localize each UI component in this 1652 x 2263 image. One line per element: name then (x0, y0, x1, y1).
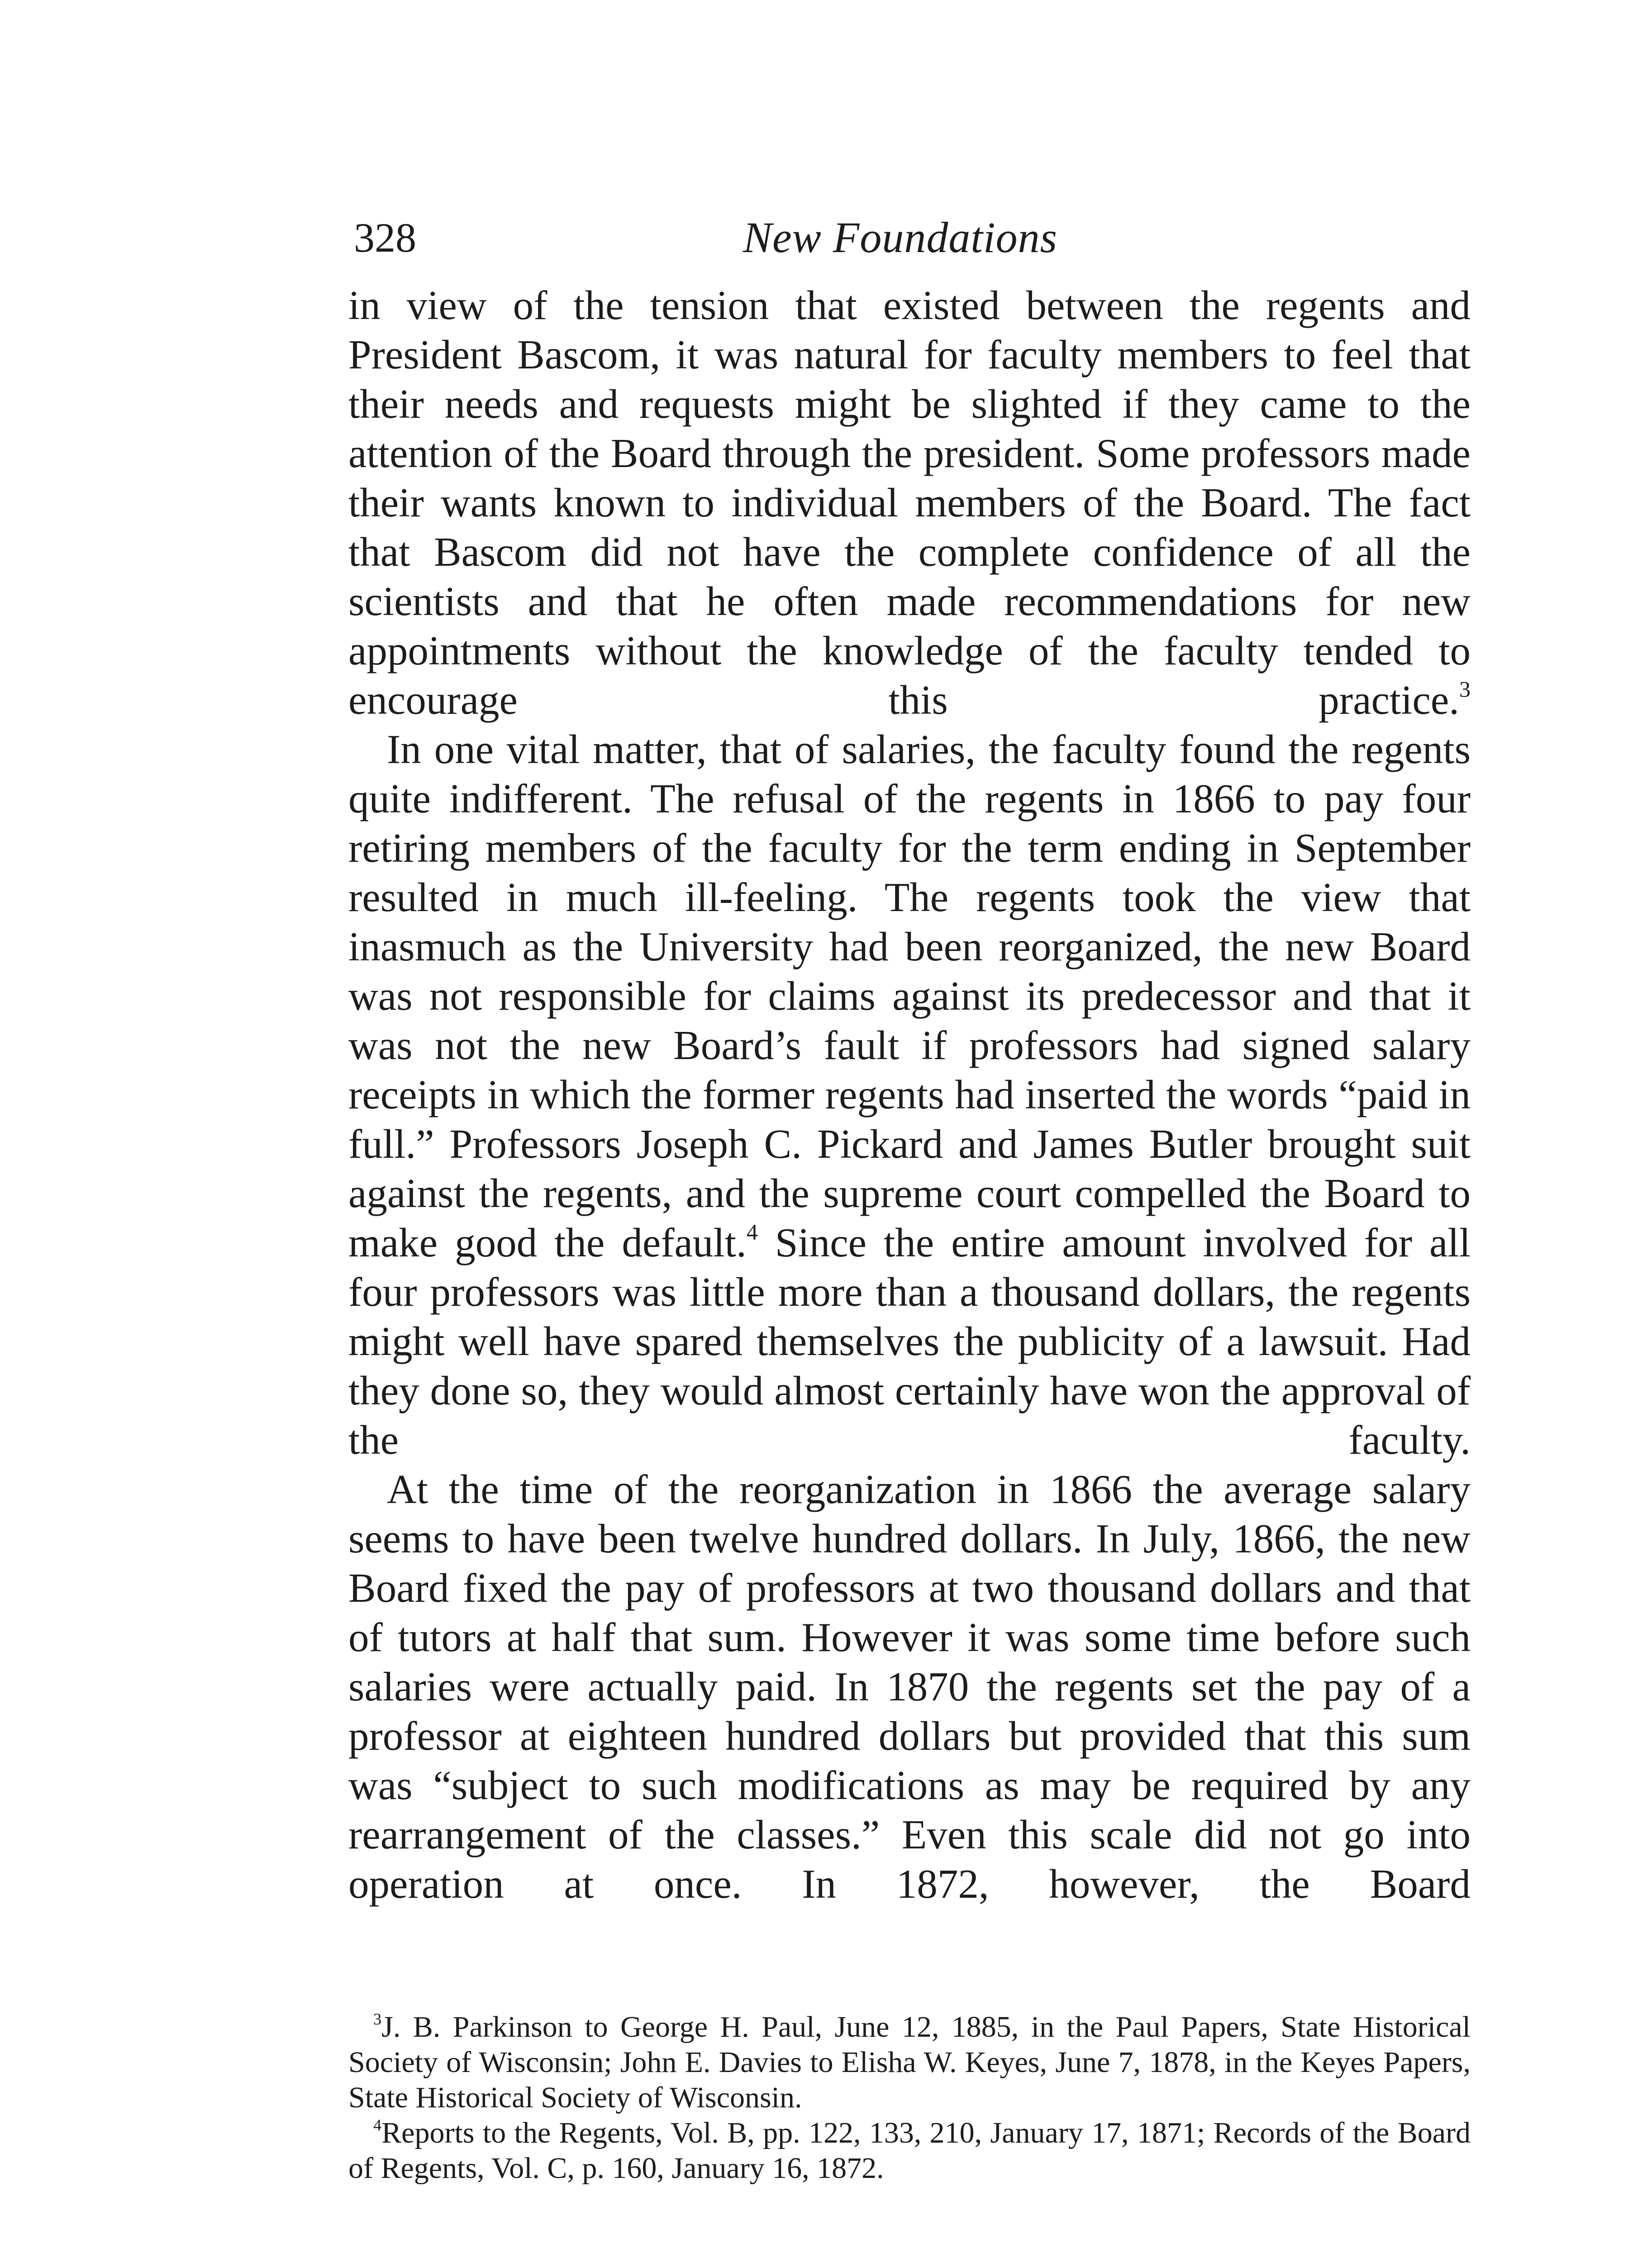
paragraph-1 (348, 281, 1471, 725)
paragraph-2-text-part-2: Since the entire amount involved for all four professors was little more than a thousand dollars, the regents might well have spared themselves the publicity of a lawsuit. Had they done so, they would almost certainly have won the approval of the faculty. (348, 1220, 1471, 1463)
running-title: New Foundations (743, 213, 1058, 262)
paragraph-1-text: in view of the tension that existed between the regents and President Bascom, it was natural for faculty members to feel that their needs and requests might be slighted if they came to the attention of the Board through the president. Some professors made their wants known to individual members of the Board. The fact that Bascom did not have the complete confidence of all the scientists and that he often made recommendations for new appointments without the knowledge of the faculty tended to encourage this practice. (348, 282, 1471, 723)
paragraph-2-text-part-1: In one vital matter, that of salaries, the faculty found the regents quite indifferent. The refusal of the regents in 1866 to pay four retiring members of the faculty for the term ending in September resulted in much ill-feeling. The regents took the view that inasmuch as the University had been reorganized, the new Board was not responsible for claims against its predecessor and that it was not the new Board’s fault if professors had signed salary receipts in which the former regents had inserted the words “paid in full.” Professors Joseph C. Pickard and James Butler brought suit against the regents, and the supreme court compelled the Board to make good the default. (348, 726, 1471, 1265)
footnote-3 (348, 2010, 1471, 2115)
paragraph-2 (348, 725, 1471, 1465)
footnote-marker-3: 3 (373, 2010, 382, 2028)
paragraph-3 (348, 1465, 1471, 1909)
footnote-marker-4: 4 (373, 2115, 382, 2134)
footnote-3-text: J. B. Parkinson to George H. Paul, June 12, 1885, in the Paul Papers, State Historical Society of Wisconsin; John E. Davies to Elisha W. Keyes, June 7, 1878, in the Keyes Papers, State Historical Society of Wisconsin. (348, 2010, 1471, 2114)
footnote-ref-3: 3 (1459, 676, 1471, 702)
running-head (354, 206, 1467, 269)
footnote-ref-4: 4 (746, 1219, 758, 1245)
footnote-4 (348, 2115, 1471, 2186)
paragraph-3-text: At the time of the reorganization in 1866 the average salary seems to have been twelve hundred dollars. In July, 1866, the new Board fixed the pay of professors at two thousand dollars and that of tutors at half that sum. However it was some time before such salaries were actually paid. In 1870 the regents set the pay of a professor at eighteen hundred dollars but provided that this sum was “subject to such modifications as may be required by any rearrangement of the classes.” Even this scale did not go into operation at once. In 1872, however, the Board (348, 1466, 1471, 1907)
footnotes (348, 2010, 1471, 2186)
body-text (348, 281, 1471, 1909)
page-number: 328 (354, 215, 416, 261)
footnote-4-text: Reports to the Regents, Vol. B, pp. 122, 133, 210, January 17, 1871; Records of the Board of Regents, Vol. C, p. 160, January 16, 1872. (348, 2116, 1471, 2185)
